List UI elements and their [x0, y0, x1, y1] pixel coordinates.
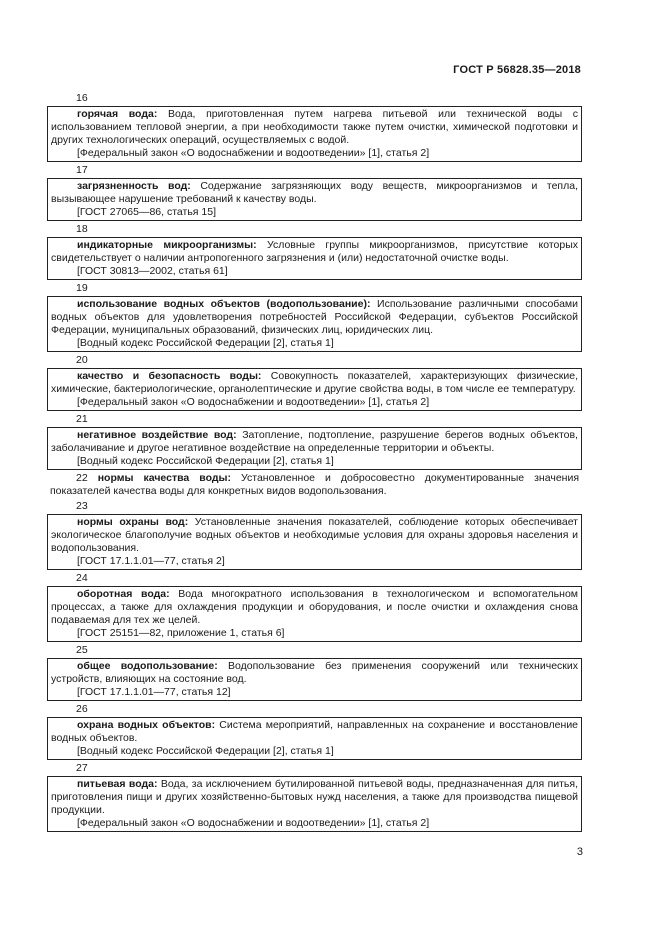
term-box — [47, 658, 582, 701]
term-title: нормы охраны вод: — [77, 516, 189, 528]
term-entry — [47, 472, 582, 498]
term-number: 27 — [76, 762, 88, 774]
term-source: [ГОСТ 17.1.1.01—77, статья 12] — [77, 686, 231, 698]
term-box — [47, 717, 582, 760]
term-definition — [51, 719, 578, 745]
term-box — [47, 106, 582, 162]
term-definition — [51, 778, 578, 817]
term-title: качество и безопасность воды: — [77, 370, 262, 382]
term-number: 26 — [76, 703, 88, 715]
term-definition — [51, 429, 578, 455]
term-entry — [47, 644, 582, 701]
terms-list — [47, 92, 582, 832]
term-entry — [47, 500, 582, 570]
term-title: негативное воздействие вод: — [77, 429, 237, 441]
term-number: 19 — [76, 282, 88, 294]
term-title: загрязненность вод: — [77, 180, 191, 192]
term-definition-text: Использование различными способами водных объектов для удовлетворения потребностей Российской Федерации, субъектов Российской Федерации, муниципальных образований, физических лиц, юридических лиц. — [51, 298, 578, 336]
term-definition-text: Установленные значения показателей, соблюдение которых обеспечивает экологическое благополучие водных объектов и необходимые условия для охраны здоровья населения и водопользования. — [51, 516, 578, 554]
term-number: 18 — [76, 223, 88, 235]
term-definition-text: Система мероприятий, направленных на сохранение и восстановление водных объектов. — [51, 719, 579, 744]
term-definition-text: Затопление, подтопление, разрушение берегов водных объектов, заболачивание и другое негативное воздействие на определенные территории и объекты. — [51, 429, 578, 454]
term-definition-text: Содержание загрязняющих воду веществ, микроорганизмов и тепла, вызывающее нарушение требований к качеству воды. — [51, 180, 578, 205]
term-number: 23 — [76, 500, 88, 512]
term-entry — [47, 762, 582, 832]
term-definition — [51, 660, 578, 686]
term-source: [Федеральный закон «О водоснабжении и водоотведении» [1], статья 2] — [77, 817, 430, 829]
term-box — [47, 178, 582, 221]
term-definition-text: Установленное и добросовестно документированные значения показателей качества воды для конкретных видов водопользования. — [50, 472, 580, 497]
term-title: оборотная вода: — [77, 588, 170, 600]
document-header: ГОСТ Р 56828.35—2018 — [453, 64, 581, 76]
term-number: 16 — [76, 92, 88, 104]
term-definition — [47, 472, 582, 498]
term-definition — [51, 180, 578, 206]
term-number: 17 — [76, 164, 88, 176]
term-definition-text: Вода многократного использования в технологическом и вспомогательном процессах, а также для охлаждения продукции и оборудования, и после очистки и охлаждения снова подаваемая для тех же целей. — [51, 588, 579, 626]
term-source: [Федеральный закон «О водоснабжении и водоотведении» [1], статья 2] — [77, 147, 430, 159]
term-entry — [47, 572, 582, 642]
term-definition — [51, 298, 578, 337]
term-entry — [47, 282, 582, 352]
term-source: [ГОСТ 25151—82, приложение 1, статья 6] — [77, 627, 285, 639]
term-box — [47, 514, 582, 570]
term-definition-text: Водопользование без применения сооружений или технических устройств, влияющих на состояние вод. — [51, 660, 578, 685]
term-number: 22 — [76, 472, 88, 484]
term-source: [Водный кодекс Российской Федерации [2], статья 1] — [77, 337, 334, 349]
term-source: [ГОСТ 17.1.1.01—77, статья 2] — [77, 555, 225, 567]
term-definition-text: Вода, приготовленная путем нагрева питьевой или технической воды с использованием тепловой энергии, а при необходимости также путем очистки, химической подготовки и других технологических операций, осуществляемых с водой. — [51, 108, 578, 146]
term-definition — [51, 516, 578, 555]
term-definition-text: Условные группы микроорганизмов, присутствие которых свидетельствует о наличии антропогенного загрязнения и (или) недостаточной очистке воды. — [51, 239, 578, 264]
term-box — [47, 586, 582, 642]
term-entry — [47, 703, 582, 760]
term-source: [Федеральный закон «О водоснабжении и водоотведении» [1], статья 2] — [77, 396, 430, 408]
term-title: горячая вода: — [77, 108, 158, 120]
term-box — [47, 368, 582, 411]
term-number: 20 — [76, 354, 88, 366]
term-source: [Водный кодекс Российской Федерации [2], статья 1] — [77, 745, 334, 757]
term-title: охрана водных объектов: — [77, 719, 216, 731]
term-entry — [47, 413, 582, 470]
term-entry — [47, 223, 582, 280]
term-entry — [47, 92, 582, 162]
term-box — [47, 296, 582, 352]
term-number: 24 — [76, 572, 88, 584]
term-definition — [51, 370, 578, 396]
term-title: питьевая вода: — [77, 778, 158, 790]
term-title: использование водных объектов (водопользование): — [77, 298, 371, 310]
term-title: нормы качества воды: — [97, 472, 232, 484]
term-title: общее водопользование: — [77, 660, 218, 672]
term-title: индикаторные микроорганизмы: — [77, 239, 257, 251]
term-box — [47, 237, 582, 280]
term-number: 21 — [76, 413, 88, 425]
term-number: 25 — [76, 644, 88, 656]
term-definition — [51, 108, 578, 147]
term-definition-text: Вода, за исключением бутилированной питьевой воды, предназначенная для питья, приготовления пищи и других хозяйственно-бытовых нужд населения, а также для производства пищевой продукции. — [51, 778, 579, 816]
term-source: [Водный кодекс Российской Федерации [2], статья 1] — [77, 455, 334, 467]
page-number: 3 — [576, 846, 583, 858]
term-source: [ГОСТ 27065—86, статья 15] — [77, 206, 216, 218]
term-entry — [47, 354, 582, 411]
term-box — [47, 776, 582, 832]
term-source: [ГОСТ 30813—2002, статья 61] — [77, 265, 228, 277]
term-definition — [51, 588, 578, 627]
term-box — [47, 427, 582, 470]
term-definition — [51, 239, 578, 265]
term-definition-text: Совокупность показателей, характеризующих физические, химические, бактериологические, органолептические и другие свойства воды, в том числе ее температуру. — [51, 370, 578, 395]
term-entry — [47, 164, 582, 221]
